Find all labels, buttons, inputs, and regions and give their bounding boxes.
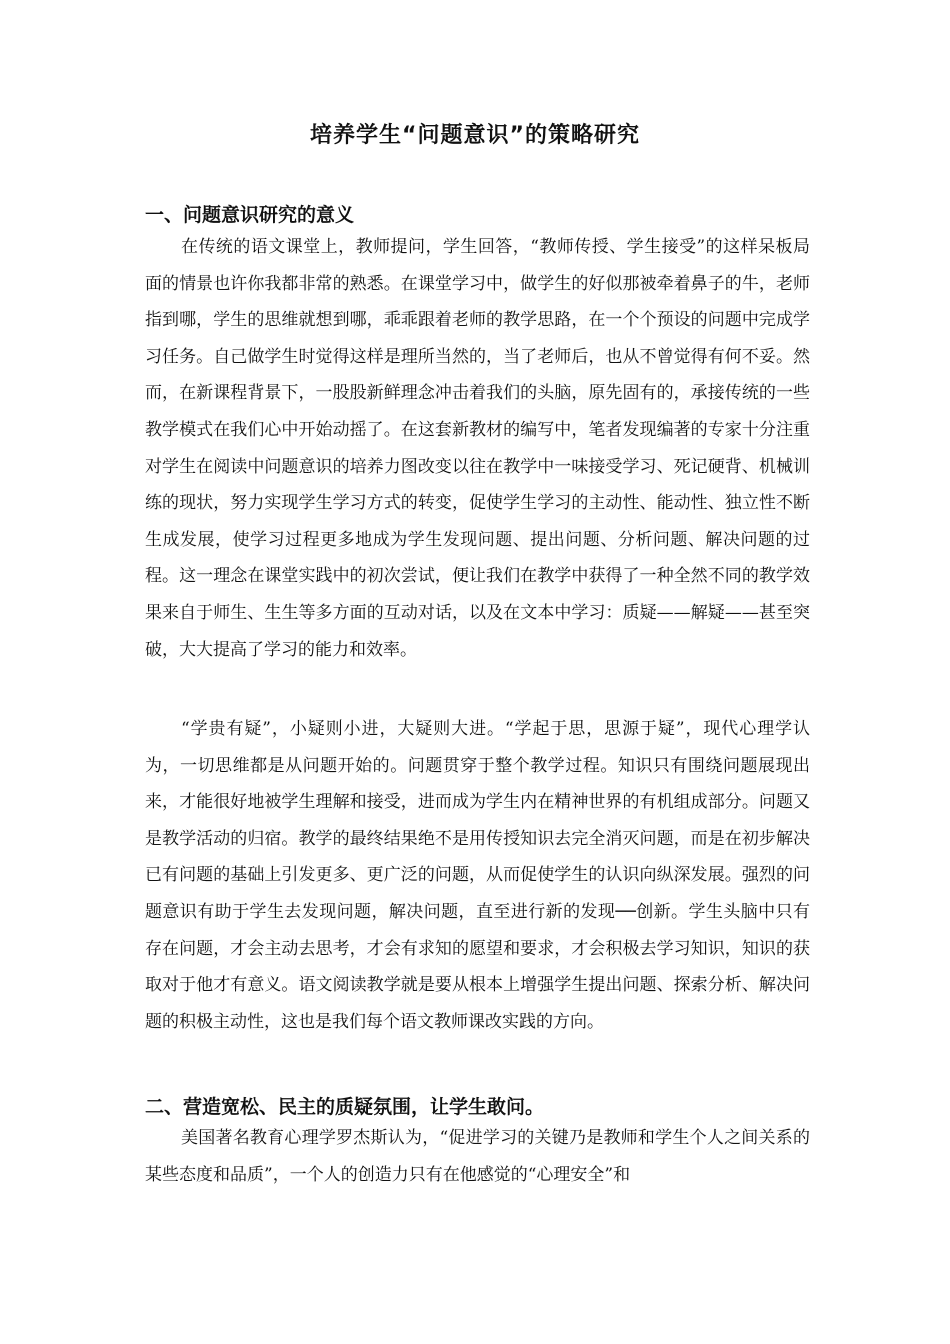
section-1-paragraph-2: “学贵有疑”，小疑则小进，大疑则大进。“学起于思，思源于疑”，现代心理学认为，一切思维都是从问题开始的。问题贯穿于整个教学过程。知识只有围绕问题展现出来，才能很好地被学生理解和接受，进而成为学生内在精神世界的有机组成部分。问题又是教学活动的归宿。教学的最终结果绝不是用传授知识去完全消灭问题，而是在初步解决已有问题的基础上引发更多、更广泛的问题，从而促使学生的认识向纵深发展。强烈的问题意识有助于学生去发现问题，解决问题，直至进行新的发现──创新。学生头脑中只有存在问题，才会主动去思考，才会有求知的愿望和要求，才会积极去学习知识，知识的获取对于他才有意义。语文阅读教学就是要从根本上增强学生提出问题、探索分析、解决问题的积极主动性，这也是我们每个语文教师课改实践的方向。 — [145, 719, 810, 1032]
section-heading-1: 一、问题意识研究的意义 — [145, 204, 355, 226]
section-1-paragraph-1: 在传统的语文课堂上，教师提问，学生回答，“教师传授、学生接受”的这样呆板局面的情景也许你我都非常的熟悉。在课堂学习中，做学生的好似那被牵着鼻子的牛，老师指到哪，学生的思维就想到哪，乖乖跟着老师的教学思路，在一个个预设的问题中完成学习任务。自己做学生时觉得这样是理所当然的，当了老师后，也从不曾觉得有何不妥。然而，在新课程背景下，一股股新鲜理念冲击着我们的头脑，原先固有的，承接传统的一些教学模式在我们心中开始动摇了。在这套新教材的编写中，笔者发现编著的专家十分注重对学生在阅读中问题意识的培养力图改变以往在教学中一味接受学习、死记硬背、机械训练的现状，努力实现学生学习方式的转变，促使学生学习的主动性、能动性、独立性不断生成发展，使学习过程更多地成为学生发现问题、提出问题、分析问题、解决问题的过程。这一理念在课堂实践中的初次尝试，便让我们在教学中获得了一种全然不同的教学效果来自于师生、生生等多方面的互动对话，以及在文本中学习：质疑——解疑——甚至突破，大大提高了学习的能力和效率。 — [145, 237, 810, 660]
section-2-paragraph-1: 美国著名教育心理学罗杰斯认为，“促进学习的关键乃是教师和学生个人之间关系的某些态度和品质”，一个人的创造力只有在他感觉的“心理安全”和 — [145, 1128, 810, 1185]
document-title: 培养学生“问题意识”的策略研究 — [310, 123, 640, 148]
section-heading-2: 二、营造宽松、民主的质疑氛围，让学生敢问。 — [145, 1096, 545, 1118]
